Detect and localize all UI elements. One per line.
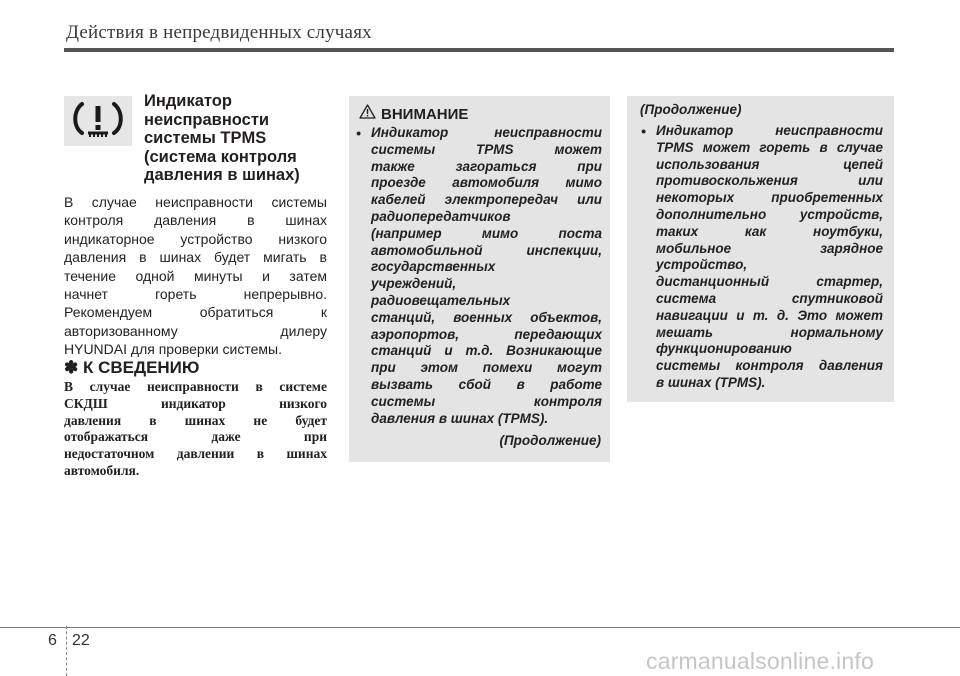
tpms-heading-line: давления в шинах) <box>144 166 300 184</box>
body-line: начнет гореть непрерывно. <box>64 286 327 303</box>
continuation-line: некоторых приобретенных <box>656 190 883 206</box>
warning-line: радиовещательных <box>371 292 511 308</box>
bullet: • <box>356 125 361 141</box>
body-line: контроля давления в шинах <box>64 212 327 229</box>
warning-line: Индикатор неисправности <box>371 125 602 140</box>
info-line: СКДШ индикатор низкого <box>64 395 327 411</box>
warning-title: ВНИМАНИЕ <box>381 105 469 123</box>
continuation-body <box>656 123 883 392</box>
tpms-heading-line: неисправности <box>144 110 270 129</box>
body-line: индикаторное устройство низкого <box>64 230 327 247</box>
warning-line: станций, военных объектов, <box>371 309 602 325</box>
warning-triangle-icon <box>359 104 376 124</box>
warning-line: аэропортов, передающих <box>371 326 602 342</box>
information-body <box>64 379 327 480</box>
footer-divider <box>66 626 67 676</box>
body-line: HYUNDAI для проверки системы. <box>64 341 282 358</box>
warning-line: давления в шинах (TPMS). <box>371 410 549 426</box>
tpms-description <box>64 193 327 359</box>
warning-continued: (Продолжение) <box>499 433 601 448</box>
continuation-line: таких как ноутбуки, <box>656 223 883 239</box>
page-number: 22 <box>72 632 90 649</box>
warning-line: также загораться при <box>371 158 602 174</box>
body-line: давления в шинах будет мигать в <box>64 249 327 266</box>
warning-line: станций и т.д. Возникающие <box>371 343 602 359</box>
continuation-line: дополнительно устройств, <box>656 206 883 222</box>
information-title: ✽ К СВЕДЕНИЮ <box>64 358 200 377</box>
continuation-panel <box>627 96 894 402</box>
bullet: • <box>641 123 646 139</box>
warning-header <box>359 104 468 124</box>
warning-body <box>371 125 602 427</box>
continuation-line: TPMS может гореть в случае <box>656 139 883 155</box>
warning-line: системы TPMS может <box>371 141 602 157</box>
tpms-malfunction-icon <box>64 96 132 146</box>
warning-line: автомобильной инспекции, <box>371 242 602 258</box>
continuation-line: система спутниковой <box>656 290 883 306</box>
body-line: авторизованному дилеру <box>64 322 327 339</box>
continuation-line: системы контроля давления <box>656 358 883 374</box>
continuation-line: Индикатор неисправности <box>656 123 883 138</box>
continuation-line: мобильное зарядное <box>656 240 883 256</box>
warning-line: радиопередатчиков <box>371 208 511 224</box>
warning-line: при этом помехи могут <box>371 360 602 376</box>
warning-line: проезде автомобиля мимо <box>371 175 602 191</box>
header-rule <box>64 48 894 52</box>
tpms-heading-line: (система контроля <box>144 147 297 166</box>
warning-line: вызвать сбой в работе <box>371 376 602 392</box>
continuation-line: дистанционный стартер, <box>656 274 883 290</box>
watermark-text: carmanualsonline.info <box>646 648 874 674</box>
continuation-line: в шинах (TPMS). <box>656 374 766 390</box>
tpms-heading-line: Индикатор <box>144 92 232 110</box>
warning-line: кабелей электропередач или <box>371 192 602 208</box>
continuation-line: устройство, <box>656 257 748 273</box>
info-line: автомобиля. <box>64 462 140 478</box>
continuation-line: противоскольжения или <box>656 173 883 189</box>
warning-line: системы контроля <box>371 393 602 409</box>
page-header-title: Действия в непредвиденных случаях <box>66 22 372 43</box>
tpms-heading-line: системы TPMS <box>144 129 267 147</box>
chapter-number: 6 <box>48 632 57 649</box>
body-line: течение одной минуты и затем <box>64 267 327 284</box>
footer-rule <box>0 627 960 628</box>
info-line: давления в шинах не будет <box>64 412 327 428</box>
continuation-line: навигации и т. д. Это может <box>656 307 883 323</box>
continuation-line: мешать нормальному <box>656 324 883 340</box>
warning-panel <box>349 96 610 462</box>
info-line: В случае неисправности в системе <box>64 379 327 394</box>
continuation-title: (Продолжение) <box>640 102 742 117</box>
body-line: Рекомендуем обратиться к <box>64 304 327 321</box>
tpms-heading <box>144 92 340 185</box>
info-line: недостаточном давлении в шинах <box>64 446 327 462</box>
body-line: В случае неисправности системы <box>64 194 327 210</box>
continuation-line: функционированию <box>656 341 792 357</box>
warning-line: (например мимо поста <box>371 225 602 241</box>
warning-line: учреждений, <box>371 276 457 292</box>
info-line: отображаться даже при <box>64 429 327 445</box>
continuation-line: использования цепей <box>656 156 883 172</box>
warning-line: государственных <box>371 259 496 275</box>
